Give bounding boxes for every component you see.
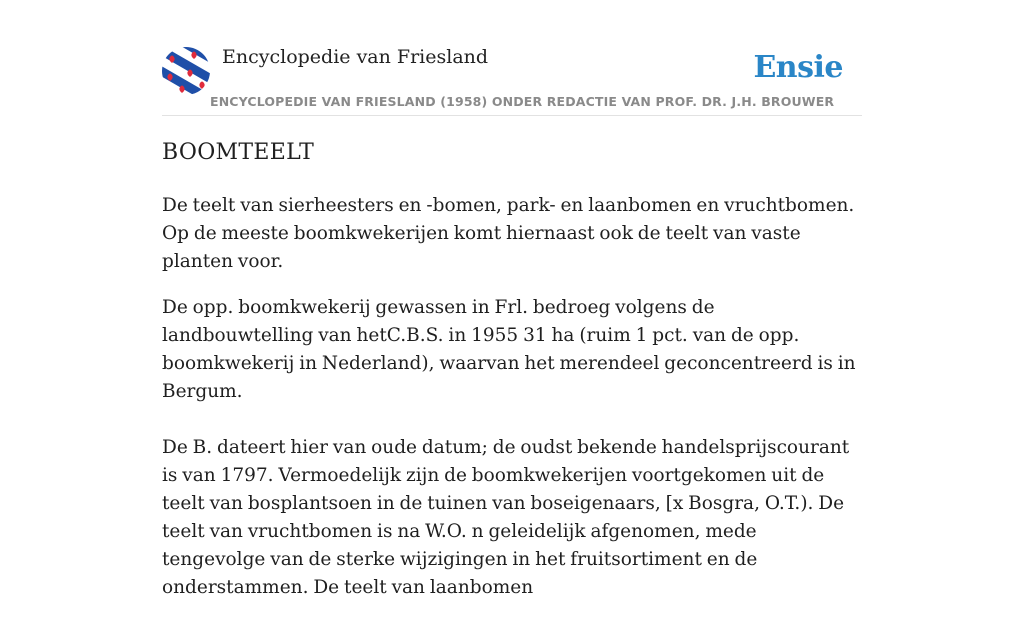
header-divider [162, 115, 862, 116]
site-subtitle: ENCYCLOPEDIE VAN FRIESLAND (1958) ONDER REDACTIE VAN PROF. DR. J.H. BROUWER [210, 94, 835, 109]
site-title[interactable]: Encyclopedie van Friesland [222, 46, 489, 68]
frisian-flag-logo-icon[interactable] [162, 47, 210, 95]
article-paragraph: De B. dateert hier van oude datum; de oudst bekende handelsprijscourant is van 1797. Vermoedelijk zijn de boomkwekerijen voortgekomen uit de teelt van bosplantsoen in de tuinen van boseigenaars, [x Bosgra, O.T.). De teelt van vruchtbomen is na W.O. n geleidelijk afgenomen, mede tengevolge van de sterke wijzigingen in het fruitsortiment en de onderstammen. De teelt van laanbomen [162, 437, 850, 598]
article-title: BOOMTEELT [162, 140, 315, 165]
brand-logo[interactable]: Ensie [753, 50, 843, 85]
article-body [162, 192, 862, 620]
page [162, 0, 862, 598]
article-paragraph: De opp. boomkwekerij gewassen in Frl. bedroeg volgens de landbouwtelling van hetC.B.S. in 1955 31 ha (ruim 1 pct. van de opp. boomkwekerij in Nederland), waarvan het merendeel geconcentreerd is in Bergum. [162, 297, 856, 402]
article-paragraph: De teelt van sierheesters en -bomen, park- en laanbomen en vruchtbomen. Op de meeste boomkwekerijen komt hiernaast ook de teelt van vaste planten voor. [162, 195, 855, 272]
